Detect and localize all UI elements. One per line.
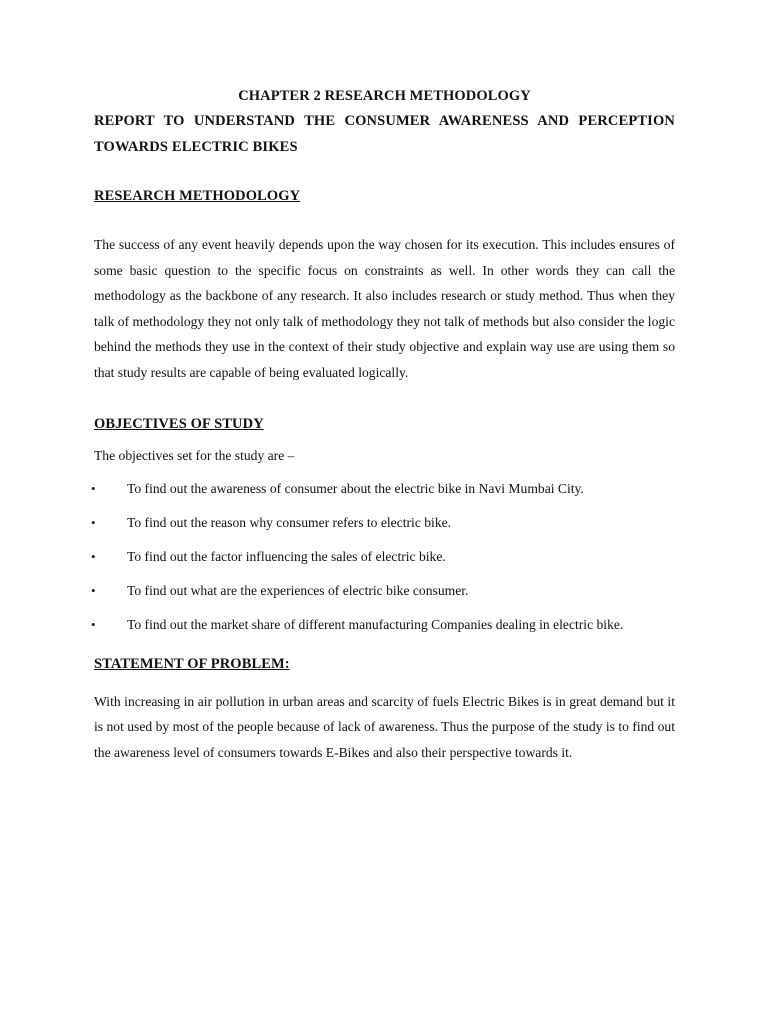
statement-of-problem-heading: STATEMENT OF PROBLEM:	[94, 655, 290, 672]
bullet-icon: •	[91, 616, 96, 632]
objective-item	[91, 616, 675, 633]
objective-text: To find out what are the experiences of electric bike consumer.	[127, 582, 469, 598]
chapter-title: CHAPTER 2 RESEARCH METHODOLOGY	[238, 88, 531, 104]
research-methodology-heading: RESEARCH METHODOLOGY	[94, 188, 301, 204]
objective-item	[91, 480, 675, 497]
objectives-list	[91, 480, 675, 633]
objective-item	[91, 514, 675, 531]
document-page	[91, 84, 675, 765]
bullet-icon: •	[91, 514, 96, 530]
objective-text: To find out the factor influencing the sales of electric bike.	[127, 548, 446, 564]
objective-text: To find out the reason why consumer refers to electric bike.	[127, 514, 452, 530]
objective-item	[91, 548, 675, 565]
objectives-intro: The objectives set for the study are –	[94, 447, 295, 463]
statement-of-problem-paragraph: With increasing in air pollution in urban areas and scarcity of fuels Electric Bikes is in great demand but it is not used by most of the people because of lack of awareness. Thus the purpose of the study is to find out the awareness level of consumers towards E-Bikes and also their perspective towards it.	[94, 693, 675, 760]
research-methodology-paragraph: The success of any event heavily depends upon the way chosen for its execution. This includes ensures of some basic question to the specific focus on constraints as well. In other words they can call the methodology as the backbone of any research. It also includes research or study method. Thus when they talk of methodology they not only talk of methodology they not talk of methods but also consider the logic behind the methods they use in the context of their study objective and explain way use are using them so that study results are capable of being evaluated logically.	[94, 237, 675, 380]
objective-text: To find out the awareness of consumer about the electric bike in Navi Mumbai City.	[127, 480, 584, 496]
objective-text: To find out the market share of different manufacturing Companies dealing in electric bike.	[127, 616, 624, 632]
objective-item	[91, 582, 675, 599]
report-title: REPORT TO UNDERSTAND THE CONSUMER AWARENESS AND PERCEPTION TOWARDS ELECTRIC BIKES	[94, 113, 675, 155]
bullet-icon: •	[91, 548, 96, 564]
objectives-heading: OBJECTIVES OF STUDY	[94, 415, 264, 432]
bullet-icon: •	[91, 480, 96, 496]
bullet-icon: •	[91, 582, 96, 598]
